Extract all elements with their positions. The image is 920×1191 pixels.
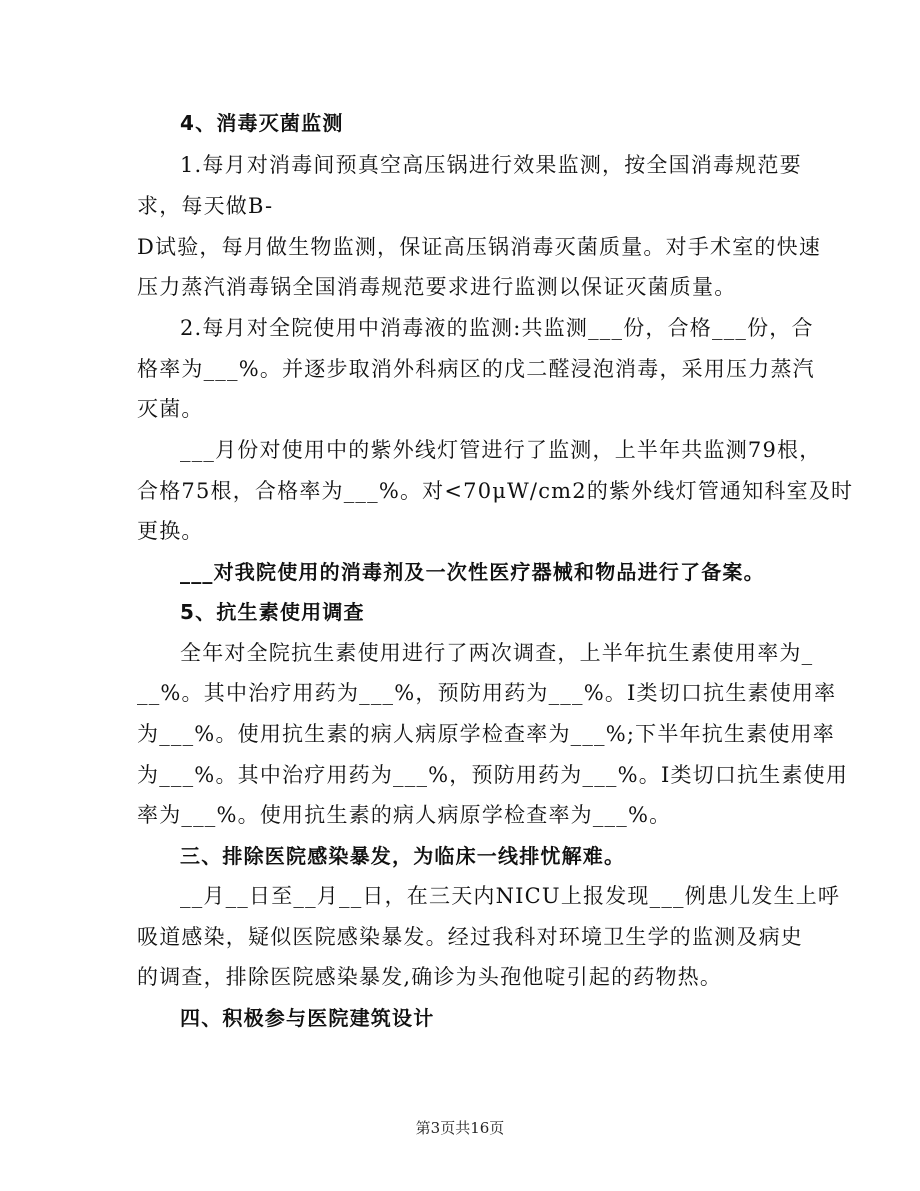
section-heading-4b: 四、积极参与医院建筑设计 xyxy=(180,1006,435,1030)
section-heading-5: 5、抗生素使用调查 xyxy=(180,600,365,624)
paragraph-1-line-1: 1.每月对消毒间预真空高压锅进行效果监测，按全国消毒规范要 xyxy=(180,153,802,177)
paragraph-5-line-4: 为___%。其中治疗用药为___%，预防用药为___%。I类切口抗生素使用 xyxy=(137,763,849,787)
paragraph-1-line-4: 压力蒸汽消毒锅全国消毒规范要求进行监测以保证灭菌质量。 xyxy=(137,275,737,299)
paragraph-5-line-5: 率为___%。使用抗生素的病人病原学检查率为___%。 xyxy=(137,803,672,827)
paragraph-1-line-3: D试验，每月做生物监测，保证高压锅消毒灭菌质量。对手术室的快速 xyxy=(137,235,822,259)
page-footer: 第3页共16页 xyxy=(415,1119,505,1137)
paragraph-5-line-3: 为___%。使用抗生素的病人病原学检查率为___%;下半年抗生素使用率 xyxy=(137,722,835,746)
paragraph-6-line-3: 的调查，排除医院感染暴发,确诊为头孢他啶引起的药物热。 xyxy=(137,965,723,989)
paragraph-2-line-2: 格率为___%。并逐步取消外科病区的戊二醛浸泡消毒，采用压力蒸汽 xyxy=(137,357,815,381)
paragraph-5-line-1: 全年对全院抗生素使用进行了两次调查，上半年抗生素使用率为_ xyxy=(180,641,814,665)
paragraph-1-line-2: 求，每天做B- xyxy=(137,194,274,218)
paragraph-3-line-3: 更换。 xyxy=(137,519,204,543)
paragraph-2-line-3: 灭菌。 xyxy=(137,397,204,421)
paragraph-6-line-1: __月__日至__月__日，在三天内NICU上报发现___例患儿发生上呼 xyxy=(180,884,841,908)
section-heading-3: 三、排除医院感染暴发，为临床一线排忧解难。 xyxy=(180,844,626,868)
paragraph-4-line-1: ___对我院使用的消毒剂及一次性医疗器械和物品进行了备案。 xyxy=(180,560,765,584)
paragraph-3-line-1: ___月份对使用中的紫外线灯管进行了监测，上半年共监测79根， xyxy=(180,438,822,462)
paragraph-2-line-1: 2.每月对全院使用中消毒液的监测:共监测___份，合格___份，合 xyxy=(180,316,814,340)
section-heading-4: 4、消毒灭菌监测 xyxy=(180,111,344,135)
paragraph-3-line-2: 合格75根，合格率为___%。对<70μW/cm2的紫外线灯管通知科室及时 xyxy=(137,479,854,503)
paragraph-6-line-2: 吸道感染，疑似医院感染暴发。经过我科对环境卫生学的监测及病史 xyxy=(137,925,803,949)
paragraph-5-line-2: __%。其中治疗用药为___%，预防用药为___%。I类切口抗生素使用率 xyxy=(137,681,837,705)
